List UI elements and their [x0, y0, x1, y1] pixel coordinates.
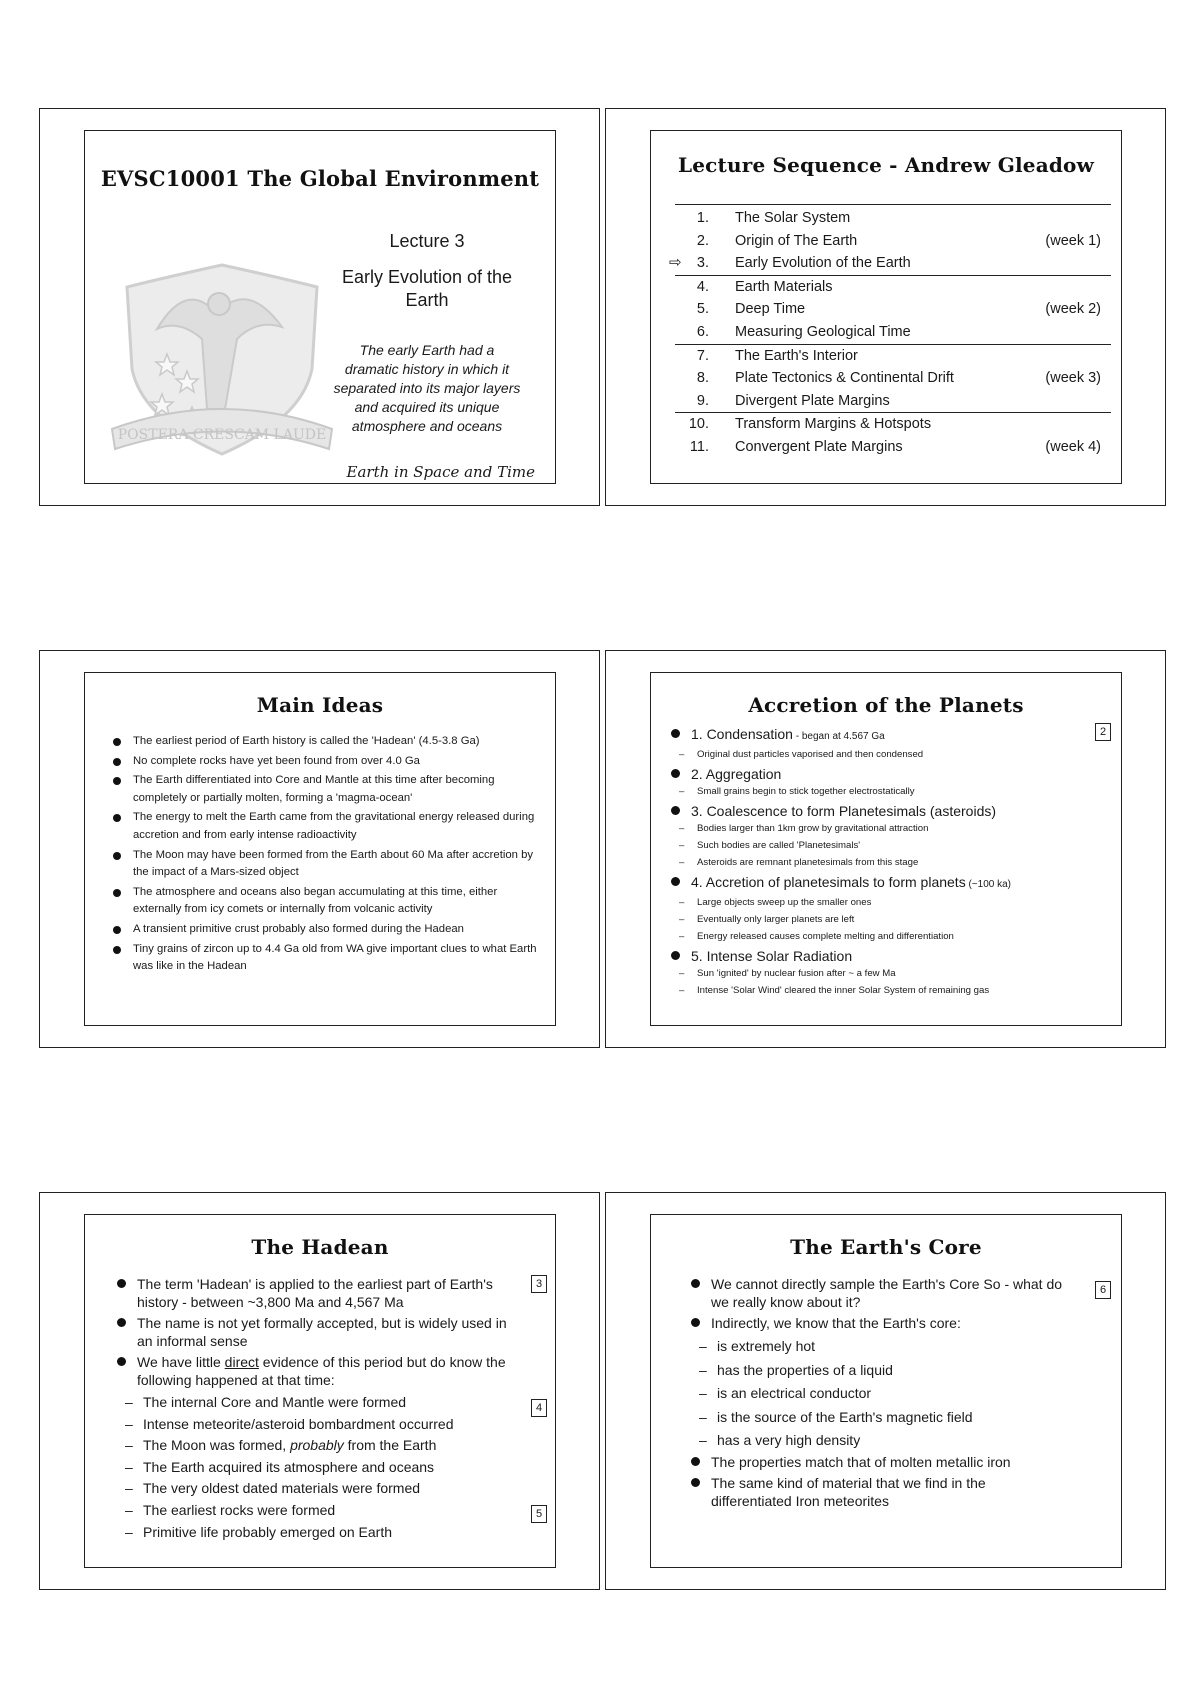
slide-4	[650, 672, 1122, 1026]
sub-list-item: – is an electrical conductor	[689, 1382, 1069, 1406]
sub-list-item: – Sun 'ignited' by nuclear fusion after ~ a few Ma	[669, 965, 1099, 982]
hadean-list	[115, 1275, 515, 1543]
list-item: 2. Aggregation	[669, 765, 1099, 783]
sub-list-item: – has a very high density	[689, 1429, 1069, 1453]
list-item: Indirectly, we know that the Earth's core:	[689, 1314, 1069, 1332]
list-item: We have little direct evidence of this period but do know the following happened at that time:	[115, 1353, 515, 1389]
list-item: The same kind of material that we find in the differentiated Iron meteorites	[689, 1474, 1069, 1510]
sub-list-item: – Intense 'Solar Wind' cleared the inner Solar System of remaining gas	[669, 982, 1099, 999]
slide-title: The Hadean	[251, 1235, 389, 1259]
slide-title: Lecture Sequence - Andrew Gleadow	[677, 153, 1095, 177]
reference-number: 2	[1095, 723, 1111, 741]
reference-number: 5	[531, 1505, 547, 1523]
slide-4-frame	[605, 650, 1166, 1048]
slide-5-frame	[39, 1192, 600, 1590]
reference-number: 4	[531, 1399, 547, 1417]
slide-title: Accretion of the Planets	[748, 693, 1024, 717]
list-item: 4. Earth Materials	[675, 275, 1111, 299]
list-item: The earliest period of Earth history is called the 'Hadean' (4.5-3.8 Ga)	[111, 733, 541, 751]
sub-list-item: – The Earth acquired its atmosphere and oceans	[115, 1457, 515, 1479]
sub-list-item: – Bodies larger than 1km grow by gravitational attraction	[669, 820, 1099, 837]
lecture-description: The early Earth had a dramatic history in which it separated into its major layers and acquired its unique atmosphere and oceans	[333, 342, 521, 434]
reference-number: 3	[531, 1275, 547, 1293]
sub-list-item: – The Moon was formed, probably from the Earth	[115, 1435, 515, 1457]
list-item: The name is not yet formally accepted, but is widely used in an informal sense	[115, 1314, 515, 1350]
accretion-list	[669, 723, 1099, 999]
lecture-sequence-list	[669, 207, 1111, 459]
slide-1	[84, 130, 556, 484]
list-item: A transient primitive crust probably also formed during the Hadean	[111, 921, 541, 939]
list-item: The atmosphere and oceans also began accumulating at this time, either externally from icy comets or internally from volcanic activity	[111, 884, 541, 919]
sub-list-item: – Primitive life probably emerged on Earth	[115, 1522, 515, 1544]
list-item: 6. Measuring Geological Time	[696, 323, 911, 340]
sub-list-item: – is extremely hot	[689, 1335, 1069, 1359]
slide-1-frame	[39, 108, 600, 506]
slide-5	[84, 1214, 556, 1568]
list-item: The Earth differentiated into Core and Mantle at this time after becoming completely or partially molten, forming a 'magma-ocean'	[111, 772, 541, 807]
sub-list-item: – The very oldest dated materials were formed	[115, 1478, 515, 1500]
slide-3	[84, 672, 556, 1026]
list-item: 1. Condensation - began at 4.567 Ga	[669, 725, 1099, 746]
university-crest-logo	[107, 259, 337, 459]
list-item: Tiny grains of zircon up to 4.4 Ga old from WA give important clues to what Earth was like in the Hadean	[111, 941, 541, 976]
main-ideas-list	[111, 733, 541, 978]
sub-list-item: – The earliest rocks were formed	[115, 1500, 515, 1522]
list-item: 3. Coalescence to form Planetesimals (asteroids)	[669, 802, 1099, 820]
sub-list-item: – has the properties of a liquid	[689, 1359, 1069, 1383]
core-list	[689, 1275, 1069, 1513]
list-item: The Moon may have been formed from the Earth about 60 Ma after accretion by the impact of a Mars-sized object	[111, 847, 541, 882]
list-item: 9. Divergent Plate Margins	[696, 392, 890, 409]
course-title: EVSC10001 The Global Environment	[100, 166, 540, 191]
slide-title: Main Ideas	[256, 693, 384, 717]
arrow-right-icon: ⇨	[669, 254, 682, 272]
lecture-number: Lecture 3	[389, 231, 465, 251]
list-item: 5. Intense Solar Radiation	[669, 947, 1099, 965]
list-item: 8. Plate Tectonics & Continental Drift (week 3)	[696, 370, 1101, 387]
sub-list-item: – Large objects sweep up the smaller ones	[669, 894, 1099, 911]
list-item: 2. Origin of The Earth (week 1)	[696, 232, 1101, 249]
sub-list-item: – Intense meteorite/asteroid bombardment occurred	[115, 1414, 515, 1436]
slide-title: The Earth's Core	[790, 1235, 982, 1259]
sub-list-item: – Asteroids are remnant planetesimals from this stage	[669, 854, 1099, 871]
sub-list-item: – is the source of the Earth's magnetic field	[689, 1406, 1069, 1430]
slide-2	[650, 130, 1122, 484]
sub-list-item: – Energy released causes complete melting and differentiation	[669, 928, 1099, 945]
sub-list-item: – Such bodies are called 'Planetesimals'	[669, 837, 1099, 854]
list-item: 4. Accretion of planetesimals to form planets (~100 ka)	[669, 873, 1099, 894]
list-item: 5. Deep Time (week 2)	[696, 301, 1101, 318]
title-rule	[675, 204, 1111, 205]
list-item: 1. The Solar System	[696, 210, 851, 226]
list-item: 7. The Earth's Interior	[675, 344, 1111, 368]
list-item: No complete rocks have yet been found from over 4.0 Ga	[111, 753, 541, 771]
sub-list-item: – Original dust particles vaporised and then condensed	[669, 746, 1099, 763]
reference-number: 6	[1095, 1281, 1111, 1299]
slide-2-frame	[605, 108, 1166, 506]
list-item: The term 'Hadean' is applied to the earliest part of Earth's history - between ~3,800 Ma and 4,567 Ma	[115, 1275, 515, 1311]
sub-list-item: – Eventually only larger planets are left	[669, 911, 1099, 928]
slide-3-frame	[39, 650, 600, 1048]
lecture-subtitle: Early Evolution of the Earth	[341, 267, 513, 310]
slide-6-frame	[605, 1192, 1166, 1590]
svg-text:POSTERA CRESCAM LAUDE: POSTERA CRESCAM LAUDE	[117, 427, 327, 443]
series-footer: Earth in Space and Time	[346, 463, 535, 481]
list-item: The properties match that of molten metallic iron	[689, 1453, 1069, 1471]
sub-list-item: – The internal Core and Mantle were formed	[115, 1392, 515, 1414]
slide-6	[650, 1214, 1122, 1568]
list-item: We cannot directly sample the Earth's Core So - what do we really know about it?	[689, 1275, 1069, 1311]
list-item-current: ⇨ 3. Early Evolution of the Earth	[675, 252, 1111, 275]
list-item: 11. Convergent Plate Margins (week 4)	[689, 438, 1101, 455]
sub-list-item: – Small grains begin to stick together electrostatically	[669, 783, 1099, 800]
list-item: 10. Transform Margins & Hotspots	[675, 412, 1111, 436]
list-item: The energy to melt the Earth came from the gravitational energy released during accretion and from early intense radioactivity	[111, 809, 541, 844]
